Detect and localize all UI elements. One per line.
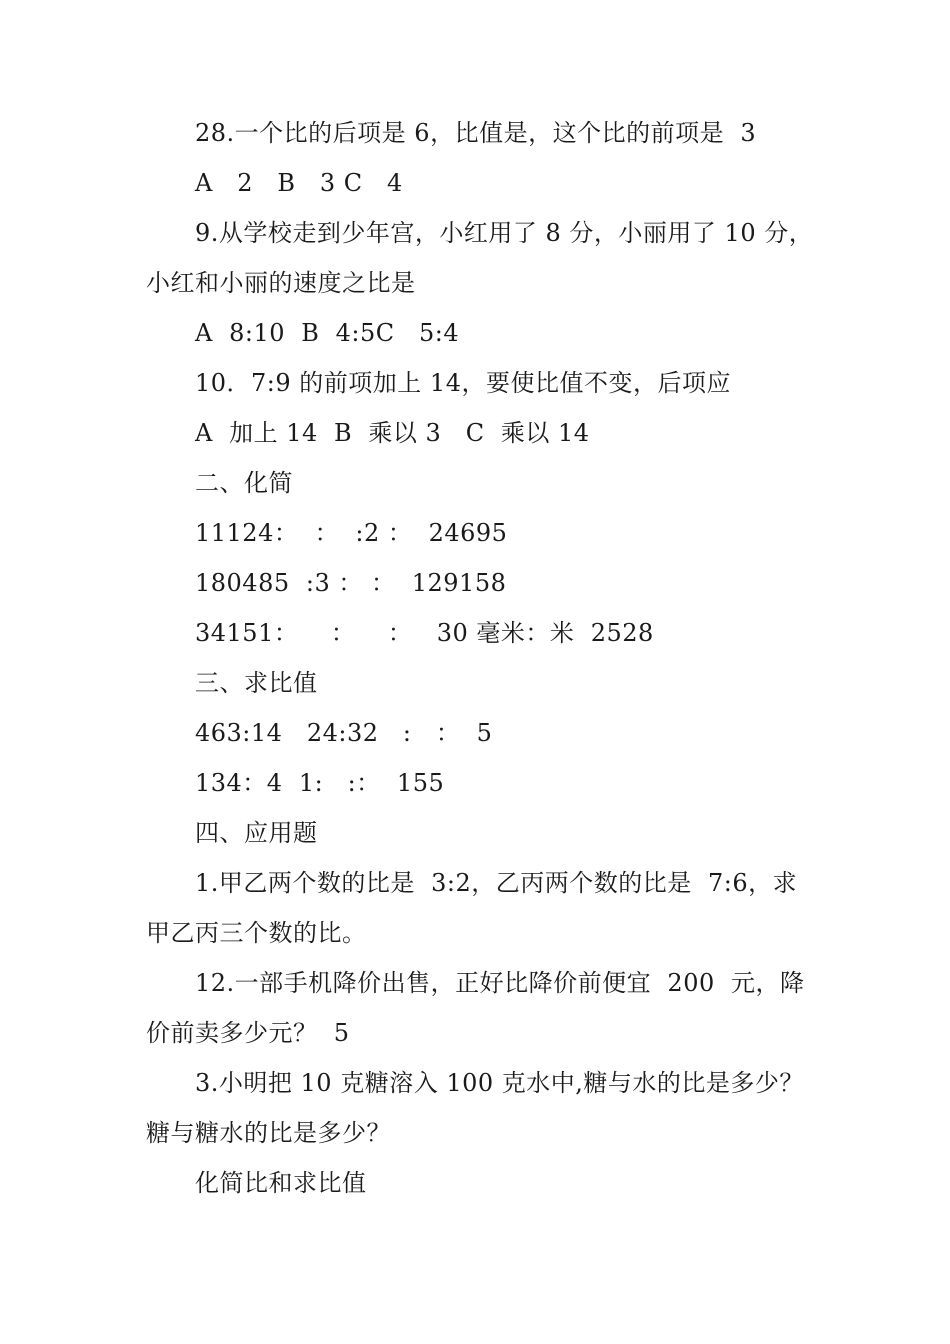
section-heading-applications: 四、应用题 — [195, 819, 318, 847]
question-10-options: A 加上 14 B 乘以 3 C 乘以 14 — [195, 419, 590, 447]
application-2-text-cont: 价前卖多少元？ 5 — [146, 1019, 350, 1047]
section-heading-ratio-value: 三、求比值 — [195, 669, 318, 697]
question-28-text: 28.一个比的后项是 6，比值是，这个比的前项是 3 — [195, 119, 757, 147]
section-heading-simplify: 二、化简 — [195, 469, 293, 497]
application-3-text: 3.小明把 10 克糖溶入 100 克水中,糖与水的比是多少？ — [195, 1069, 804, 1097]
ratio-value-row-1: 463:14 24:32 : ： 5 — [195, 719, 493, 747]
application-3-text-cont: 糖与糖水的比是多少？ — [146, 1119, 391, 1147]
question-9-options: A 8:10 B 4:5C 5:4 — [195, 319, 460, 347]
ratio-value-row-2: 134：4 1: :： 155 — [195, 769, 445, 797]
question-28-options: A 2 B 3 C 4 — [195, 169, 403, 197]
application-1-text-cont: 甲乙丙三个数的比。 — [146, 919, 367, 947]
question-9-text-cont: 小红和小丽的速度之比是 — [146, 269, 416, 297]
simplify-row-3: 34151： ： ： 30 毫米：米 2528 — [195, 619, 654, 647]
application-1-text: 1.甲乙两个数的比是 3:2，乙丙两个数的比是 7:6，求 — [195, 869, 798, 897]
question-9-text: 9.从学校走到少年宫，小红用了 8 分，小丽用了 10 分， — [195, 219, 814, 247]
question-10-text: 10．7:9 的前项加上 14，要使比值不变，后项应 — [195, 369, 731, 397]
simplify-row-1: 11124： ： :2 ： 24695 — [195, 519, 508, 547]
simplify-row-2: 180485 :3 ： ： 129158 — [195, 569, 507, 597]
document-page — [146, 108, 814, 1208]
application-2-text: 12.一部手机降价出售，正好比降价前便宜 200 元，降 — [195, 969, 805, 997]
document-footer-title: 化简比和求比值 — [195, 1169, 367, 1197]
